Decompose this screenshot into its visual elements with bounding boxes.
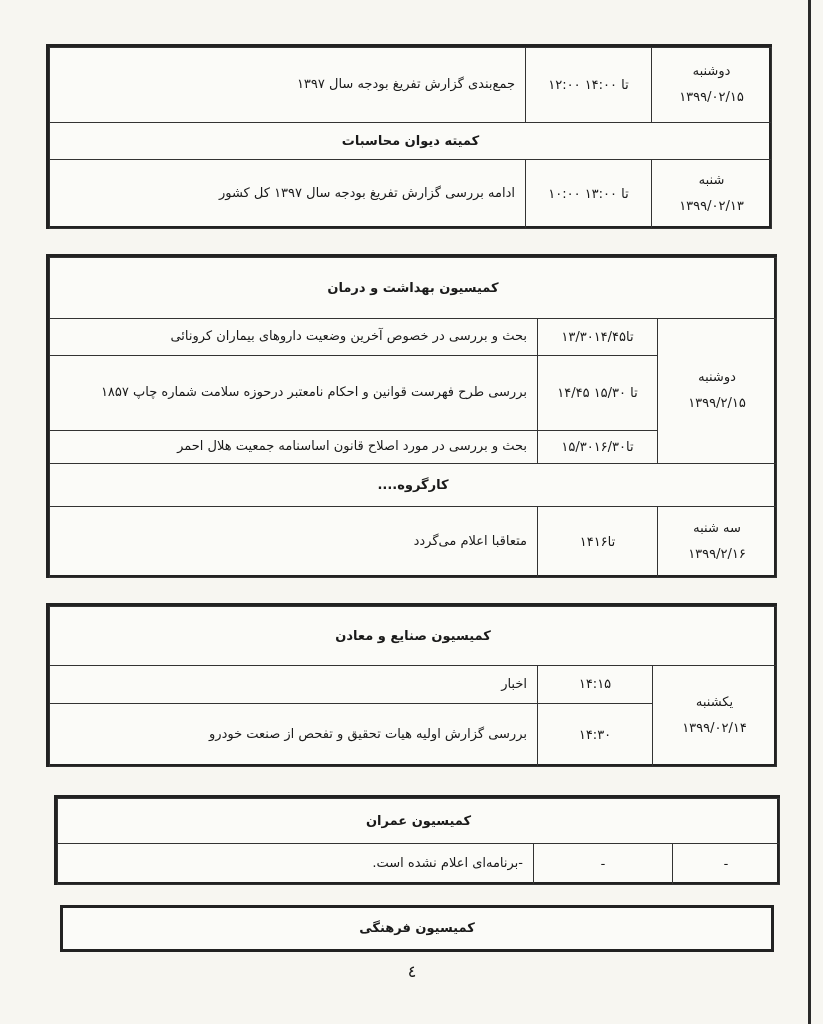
day-label: شنبه [698,173,725,188]
agenda-cell: اخبار [49,665,538,704]
agenda-cell: -برنامه‌ای اعلام نشده است. [57,843,534,885]
agenda-cell: بررسی طرح فهرست قوانین و احکام نامعتبر درحوزه سلامت شماره چاپ ۱۸۵۷ [49,355,538,431]
date-label: ۱۳۹۹/۰۲/۱۵ [679,90,744,105]
day-cell [651,47,772,123]
section-header: کمیته دیوان محاسبات [49,122,772,160]
day-cell [657,318,777,464]
day-label: دوشنبه [698,370,736,385]
agenda-cell: بحث و بررسی در خصوص آخرین وضعیت داروهای بیماران کرونائی [49,318,538,356]
date-label: ۱۳۹۹/۰۲/۱۴ [682,721,747,736]
agenda-cell: متعاقبا اعلام می‌گردد [49,506,538,578]
section-header: کمیسیون عمران [57,798,780,844]
section-header: کمیسیون فرهنگی [359,921,475,936]
time-cell: ۱۴تا۱۶ [537,506,658,578]
day-cell [657,506,777,578]
table-health-commission [46,254,777,578]
page-number: ٤ [407,962,417,981]
day-label: دوشنبه [692,64,731,79]
day-cell [652,665,777,767]
page-edge-rule [808,0,811,1024]
time-cell: ۱۰:۰۰ تا ۱۳:۰۰ [525,159,652,229]
time-cell: ۱۳/۳۰تا۱۴/۴۵ [537,318,658,356]
date-label: ۱۳۹۹/۲/۱۶ [688,547,746,562]
date-label: ۱۳۹۹/۰۲/۱۳ [679,199,744,214]
day-cell: - [672,843,780,885]
time-cell: - [533,843,673,885]
table-culture-commission [60,905,774,952]
day-label: یکشنبه [695,695,734,710]
section-header: کمیسیون بهداشت و درمان [49,257,777,319]
time-cell: ۱۴/۴۵ تا ۱۵/۳۰ [537,355,658,431]
agenda-cell: بررسی گزارش اولیه هیات تحقیق و تفحص از صنعت خودرو [49,703,538,767]
table-budget-review [46,44,772,229]
table-construction-commission [54,795,780,885]
time-cell: ۱۲:۰۰ تا ۱۴:۰۰ [525,47,652,123]
time-cell: ۱۵/۳۰تا۱۶/۳۰ [537,430,658,464]
agenda-cell: ادامه بررسی گزارش تفریغ بودجه سال ۱۳۹۷ کل کشور [49,159,526,229]
day-label: سه شنبه [693,521,741,536]
day-cell [651,159,772,229]
section-header: کمیسیون صنایع و معادن [49,606,777,666]
time-cell: ۱۴:۳۰ [537,703,653,767]
working-group-header: کارگروه.... [49,463,777,507]
agenda-cell: بحث و بررسی در مورد اصلاح قانون اساسنامه جمعیت هلال احمر [49,430,538,464]
table-industries-commission [46,603,777,767]
time-cell: ۱۴:۱۵ [537,665,653,704]
agenda-cell: جمع‌بندی گزارش تفریغ بودجه سال ۱۳۹۷ [49,47,526,123]
date-label: ۱۳۹۹/۲/۱۵ [688,396,746,411]
